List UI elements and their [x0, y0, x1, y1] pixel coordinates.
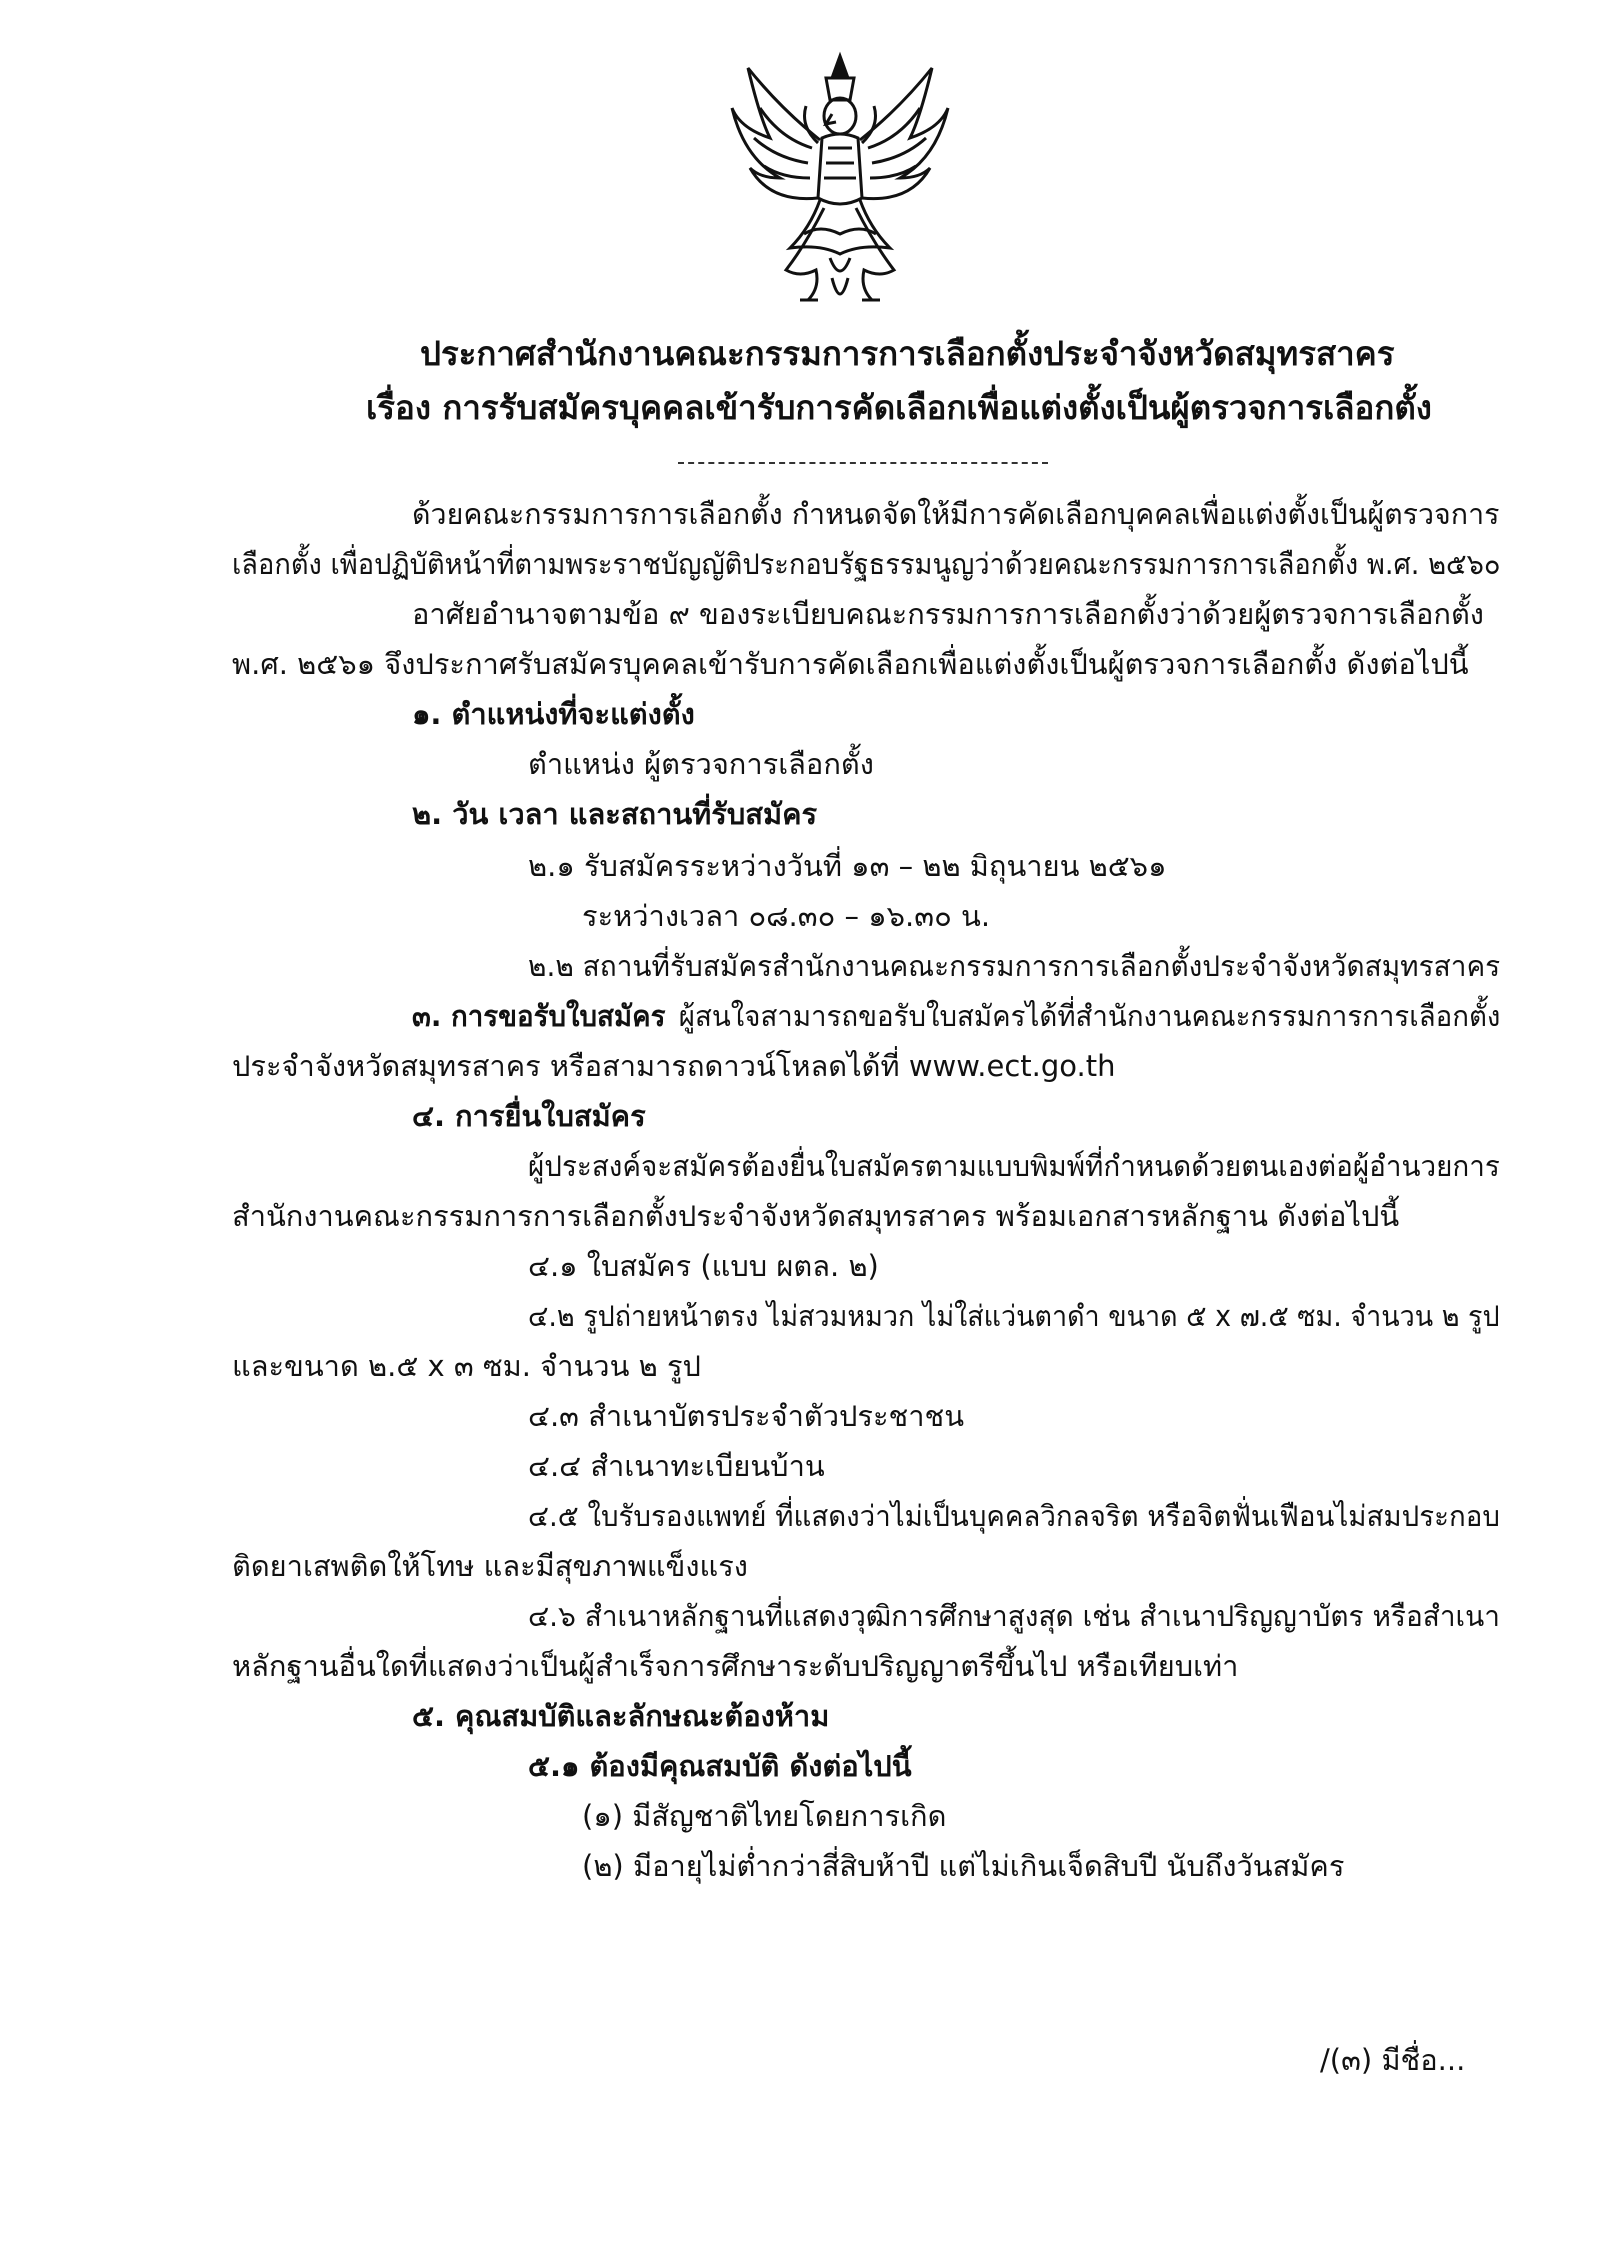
section-4-item-6-line-2: หลักฐานอื่นใดที่แสดงว่าเป็นผู้สำเร็จการศึกษาระดับปริญญาตรีขึ้นไป หรือเทียบเท่า	[232, 1649, 1239, 1683]
section-4-item-5-line-1: ๔.๕ ใบรับรองแพทย์ ที่แสดงว่าไม่เป็นบุคคลวิกลจริต หรือจิตฟั่นเฟือนไม่สมประกอบ	[528, 1499, 1500, 1533]
section-4-item-6-line-1: ๔.๖ สำเนาหลักฐานที่แสดงวุฒิการศึกษาสูงสุด เช่น สำเนาปริญญาบัตร หรือสำเนา	[528, 1599, 1500, 1633]
qualification-1: (๑) มีสัญชาติไทยโดยการเกิด	[582, 1799, 947, 1833]
section-3-line-2: ประจำจังหวัดสมุทรสาคร หรือสามารถดาวน์โหลดได้ที่ www.ect.go.th	[232, 1049, 1116, 1083]
title-line-2: เรื่อง การรับสมัครบุคคลเข้ารับการคัดเลือกเพื่อแต่งตั้งเป็นผู้ตรวจการเลือกตั้ง	[366, 388, 1432, 427]
section-4-item-2-line-1: ๔.๒ รูปถ่ายหน้าตรง ไม่สวมหมวก ไม่ใส่แว่นตาดำ ขนาด ๕ x ๗.๕ ซม. จำนวน ๒ รูป	[528, 1299, 1500, 1333]
section-3-heading: ๓. การขอรับใบสมัคร	[412, 999, 666, 1033]
section-4-item-2-line-2: และขนาด ๒.๕ x ๓ ซม. จำนวน ๒ รูป	[232, 1349, 701, 1383]
continuation-note: /(๓) มีชื่อ...	[1320, 2043, 1466, 2077]
section-4-item-5-line-2: ติดยาเสพติดให้โทษ และมีสุขภาพแข็งแรง	[232, 1549, 748, 1583]
title-separator	[678, 462, 1048, 464]
section-4-para-line-1: ผู้ประสงค์จะสมัครต้องยื่นใบสมัครตามแบบพิมพ์ที่กำหนดด้วยตนเองต่อผู้อำนวยการ	[528, 1149, 1500, 1183]
section-3-line-1	[412, 996, 1500, 1036]
section-4-item-4: ๔.๔ สำเนาทะเบียนบ้าน	[528, 1449, 825, 1483]
qualification-2: (๒) มีอายุไม่ต่ำกว่าสี่สิบห้าปี แต่ไม่เกินเจ็ดสิบปี นับถึงวันสมัคร	[582, 1849, 1345, 1883]
section-1-body: ตำแหน่ง ผู้ตรวจการเลือกตั้ง	[528, 747, 874, 781]
section-4-item-3: ๔.๓ สำเนาบัตรประจำตัวประชาชน	[528, 1399, 965, 1433]
section-3-text: ผู้สนใจสามารถขอรับใบสมัครได้ที่สำนักงานคณะกรรมการการเลือกตั้ง	[678, 999, 1501, 1033]
intro-para-2-line-2: พ.ศ. ๒๕๖๑ จึงประกาศรับสมัครบุคคลเข้ารับการคัดเลือกเพื่อแต่งตั้งเป็นผู้ตรวจการเลือกตั้ง ดังต่อไปนี้	[232, 647, 1469, 681]
intro-para-2-line-1: อาศัยอำนาจตามข้อ ๙ ของระเบียบคณะกรรมการการเลือกตั้งว่าด้วยผู้ตรวจการเลือกตั้ง	[412, 597, 1484, 631]
section-4-item-1: ๔.๑ ใบสมัคร (แบบ ผตล. ๒)	[528, 1249, 879, 1283]
section-4-para-line-2: สำนักงานคณะกรรมการการเลือกตั้งประจำจังหวัดสมุทรสาคร พร้อมเอกสารหลักฐาน ดังต่อไปนี้	[232, 1199, 1400, 1233]
section-4-heading: ๔. การยื่นใบสมัคร	[412, 1099, 646, 1133]
section-1-heading: ๑. ตำแหน่งที่จะแต่งตั้ง	[412, 697, 695, 731]
section-2-time: ระหว่างเวลา ๐๘.๓๐ – ๑๖.๓๐ น.	[582, 899, 991, 933]
intro-para-1-line-1: ด้วยคณะกรรมการการเลือกตั้ง กำหนดจัดให้มีการคัดเลือกบุคคลเพื่อแต่งตั้งเป็นผู้ตรวจการ	[412, 497, 1500, 531]
garuda-emblem-icon	[720, 48, 960, 318]
section-2-item-2: ๒.๒ สถานที่รับสมัครสำนักงานคณะกรรมการการเลือกตั้งประจำจังหวัดสมุทรสาคร	[528, 949, 1501, 983]
title-line-1: ประกาศสำนักงานคณะกรรมการการเลือกตั้งประจำจังหวัดสมุทรสาคร	[420, 334, 1395, 373]
section-2-heading: ๒. วัน เวลา และสถานที่รับสมัคร	[412, 797, 818, 831]
intro-para-1-line-2: เลือกตั้ง เพื่อปฏิบัติหน้าที่ตามพระราชบัญญัติประกอบรัฐธรรมนูญว่าด้วยคณะกรรมการการเลือกตั้ง พ.ศ. ๒๕๖๐	[232, 547, 1501, 581]
section-2-item-1: ๒.๑ รับสมัครระหว่างวันที่ ๑๓ – ๒๒ มิถุนายน ๒๕๖๑	[528, 849, 1167, 883]
section-5-heading: ๕. คุณสมบัติและลักษณะต้องห้าม	[412, 1699, 830, 1733]
section-5-subheading: ๕.๑ ต้องมีคุณสมบัติ ดังต่อไปนี้	[528, 1749, 912, 1783]
